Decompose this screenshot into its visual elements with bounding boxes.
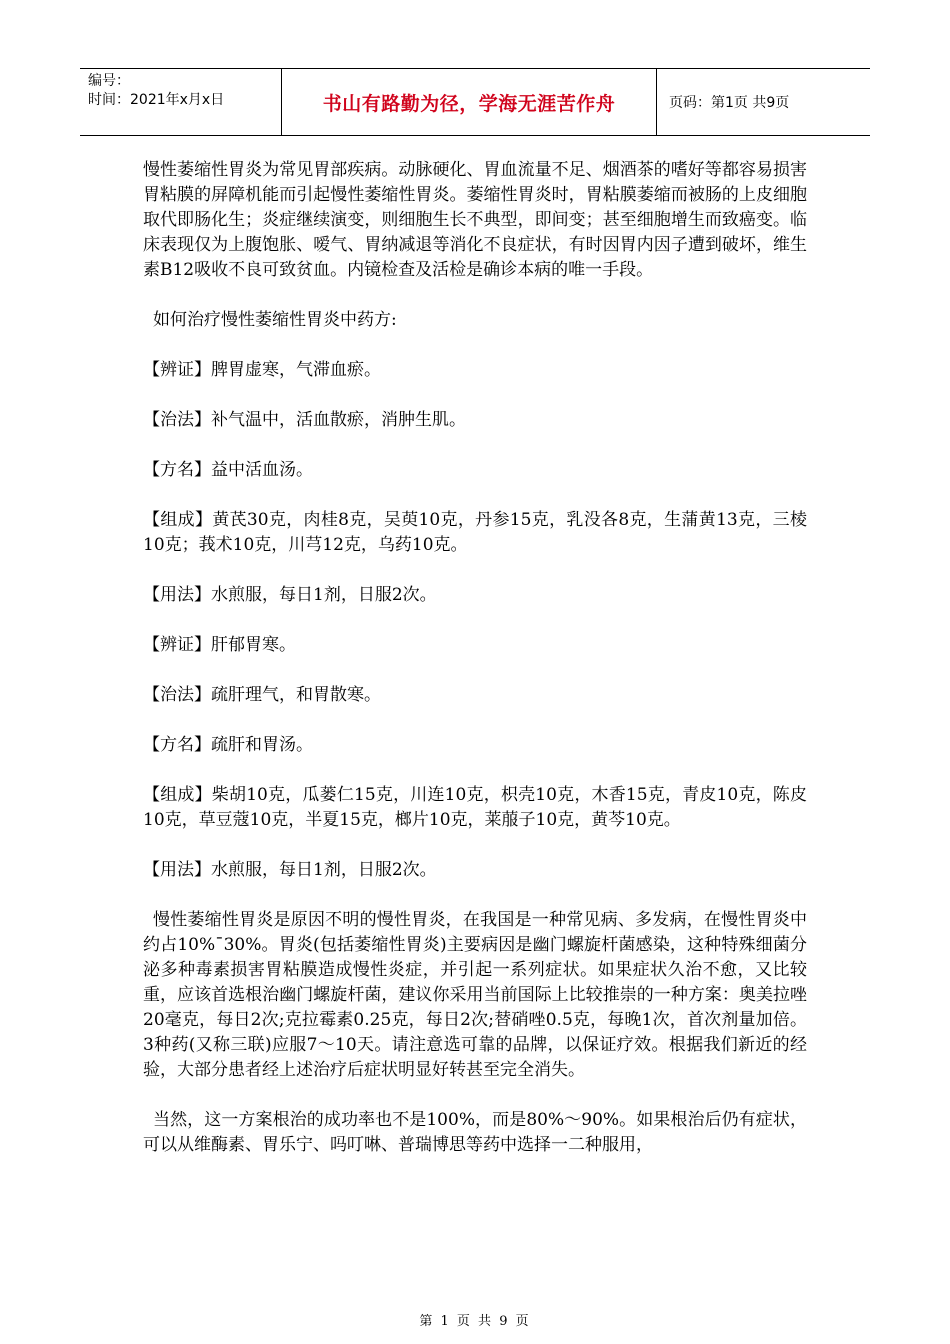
recipe2-diagnosis: 【辨证】肝郁胃寒。 — [143, 635, 296, 655]
section-heading: 如何治疗慢性萎缩性胃炎中药方: — [153, 310, 397, 330]
recipe1-usage: 【用法】水煎服，每日1剂，日服2次。 — [143, 585, 437, 605]
recipe1-name: 【方名】益中活血汤。 — [143, 460, 313, 480]
document-body — [143, 158, 807, 1183]
recipe1-diagnosis: 【辨证】脾胃虚寒，气滞血瘀。 — [143, 360, 381, 380]
recipe2-usage: 【用法】水煎服，每日1剂，日服2次。 — [143, 860, 437, 880]
header-motto: 书山有路勤为径，学海无涯苦作舟 — [282, 69, 657, 135]
intro-paragraph: 慢性萎缩性胃炎为常见胃部疾病。动脉硬化、胃血流量不足、烟酒茶的嗜好等都容易损害胃粘膜的屏障机能而引起慢性萎缩性胃炎。萎缩性胃炎时，胃粘膜萎缩而被肠的上皮细胞取代即肠化生；炎症继续演变，则细胞生长不典型，即间变；甚至细胞增生而致癌变。临床表现仅为上腹饱胀、嗳气、胃纳减退等消化不良症状，有时因胃内因子遭到破坏，维生素B12吸收不良可致贫血。内镜检查及活检是确诊本病的唯一手段。 — [143, 160, 807, 280]
code-label: 编号： — [88, 73, 130, 89]
header-meta — [80, 69, 282, 135]
recipe2-name: 【方名】疏肝和胃汤。 — [143, 735, 313, 755]
header-page-info: 页码：第1页 共9页 — [669, 95, 790, 111]
document-header — [80, 68, 870, 136]
page-footer: 第 1 页 共 9 页 — [419, 1314, 531, 1329]
recipe2-treatment: 【治法】疏肝理气，和胃散寒。 — [143, 685, 381, 705]
western-treatment-paragraph: 慢性萎缩性胃炎是原因不明的慢性胃炎，在我国是一种常见病、多发病，在慢性胃炎中约占10%¯30%。胃炎(包括萎缩性胃炎)主要病因是幽门螺旋杆菌感染，这种特殊细菌分泌多种毒素损害胃粘膜造成慢性炎症，并引起一系列症状。如果症状久治不愈，又比较重，应该首选根治幽门螺旋杆菌，建议你采用当前国际上比较推崇的一种方案：奥美拉唑20毫克，每日2次;克拉霉素0.25克，每日2次;替硝唑0.5克，每晚1次，首次剂量加倍。3种药(又称三联)应服7～10天。请注意选可靠的品牌，以保证疗效。根据我们新近的经验，大部分患者经上述治疗后症状明显好转甚至完全消失。 — [143, 910, 807, 1080]
time-label: 时间：2021年x月x日 — [88, 92, 225, 108]
recipe2-composition: 【组成】柴胡10克，瓜蒌仁15克，川连10克，枳壳10克，木香15克，青皮10克，陈皮10克，草豆蔻10克，半夏15克，榔片10克，莱菔子10克，黄芩10克。 — [143, 785, 807, 830]
closing-paragraph: 当然，这一方案根治的成功率也不是100%，而是80%～90%。如果根治后仍有症状，可以从维酶素、胃乐宁、吗叮啉、普瑞博思等药中选择一二种服用， — [143, 1110, 807, 1155]
recipe1-treatment: 【治法】补气温中，活血散瘀，消肿生肌。 — [143, 410, 466, 430]
recipe1-composition: 【组成】黄芪30克，肉桂8克，吴萸10克，丹参15克，乳没各8克，生蒲黄13克，三棱10克；莪术10克，川芎12克，乌药10克。 — [143, 510, 807, 555]
